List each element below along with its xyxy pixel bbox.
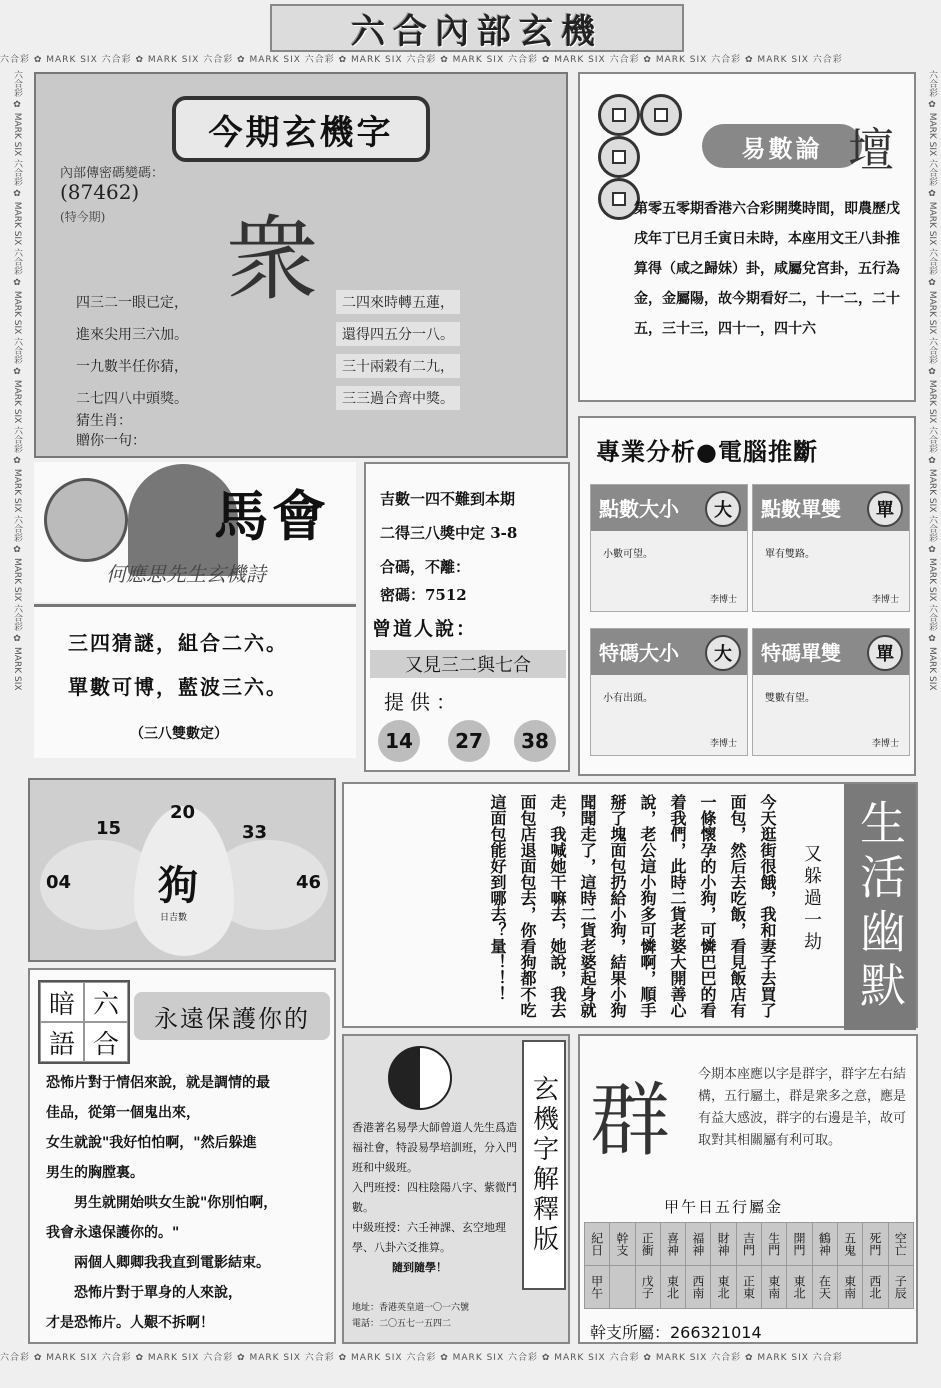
- number-ball: 14: [378, 720, 420, 762]
- logo-icon: [44, 478, 128, 562]
- border-right-strip: 六合彩 ✿ MARK SIX 六合彩 ✿ MARK SIX 六合彩 ✿ MARK SIX 六合彩 ✿ MARK SIX 六合彩 ✿ MARK SIX 六合彩 ✿ MARK SIX 六合彩 ✿ MARK SIX: [927, 70, 937, 691]
- card-note: 小有出頭。: [603, 693, 653, 704]
- humor-column: 掰了塊面包扔給小狗，結果小狗: [608, 794, 627, 1018]
- horse-poem-1: 三四猜謎，組合二六。: [68, 631, 288, 655]
- humor-title: 生活幽默: [844, 784, 916, 1030]
- yishu-title: 易數論: [702, 124, 862, 168]
- horse-subtitle: 何應思先生玄機詩: [106, 562, 266, 586]
- poem-left-3: 一九數半任你猜，: [76, 359, 188, 375]
- analysis-card: [752, 628, 910, 756]
- table-head-cell: 空亡: [888, 1223, 913, 1266]
- card-answer: 單: [867, 635, 903, 671]
- horse-poem-panel: [34, 604, 356, 758]
- card-answer: 單: [867, 491, 903, 527]
- tag-char: 六: [84, 982, 128, 1022]
- analysis-card: [590, 628, 748, 756]
- horse-poem-2: 單數可博，藍波三六。: [68, 675, 288, 699]
- card-sign: 李博士: [871, 595, 899, 605]
- lotus-number: 04: [46, 872, 72, 893]
- horse-note: （三八雙數定）: [130, 726, 228, 742]
- love-line: 才是恐怖片。人艱不拆啊！: [46, 1315, 214, 1331]
- lotus-number: 46: [296, 872, 322, 893]
- card-answer: 大: [705, 491, 741, 527]
- jishu-track: 曾道人說：: [372, 618, 478, 640]
- love-line: 恐怖片對于單身的人來說，: [74, 1285, 242, 1301]
- explain-panel: [578, 1034, 918, 1344]
- card-note: 雙數有望。: [765, 693, 815, 704]
- table-head-cell: 鶴神: [812, 1223, 837, 1266]
- love-line: 兩個人卿卿我我直到電影結束。: [74, 1255, 270, 1271]
- study-text: [352, 1118, 522, 1278]
- humor-column: 面包，然后去吃飯，看見飯店有: [728, 794, 747, 1018]
- table-head-cell: 財神: [711, 1223, 736, 1266]
- yishu-panel: [578, 72, 916, 402]
- card-sign: 李博士: [709, 739, 737, 749]
- study-welcome: 隨到隨學！: [392, 1261, 447, 1274]
- poem-right-1: 二四來時轉五蓮，: [336, 290, 460, 314]
- lotus-number: 15: [96, 818, 122, 839]
- lotus-number: 20: [170, 802, 196, 823]
- love-tag: [38, 980, 130, 1064]
- poem-right-4: 三三過合齊中獎。: [336, 386, 460, 410]
- analysis-card: [590, 484, 748, 612]
- table-cell: 東南: [762, 1266, 787, 1309]
- humor-column: 一條懷孕的小狗，可憐巴巴的看: [698, 794, 717, 1018]
- card-answer: 大: [705, 635, 741, 671]
- table-head-cell: 正衝: [635, 1223, 660, 1266]
- yishu-title-big: 壇: [848, 123, 894, 177]
- humor-column: 說，老公這小狗多可憐啊，順手: [638, 794, 657, 1018]
- tag-char: 合: [84, 1022, 128, 1062]
- number-ball: 38: [514, 720, 556, 762]
- coin-icon: [640, 94, 682, 136]
- xuanji-panel: [34, 72, 568, 458]
- border-top-strip: 六合彩 ✿ MARK SIX 六合彩 ✿ MARK SIX 六合彩 ✿ MARK SIX 六合彩 ✿ MARK SIX 六合彩 ✿ MARK SIX 六合彩 ✿ MARK SIX 六合彩 ✿ MARK SIX 六合彩 ✿ MARK SIX 六合彩: [0, 55, 843, 65]
- humor-column: 今天逛街很餓，我和妻子去買了: [758, 794, 777, 1018]
- table-cell: 戊子: [635, 1266, 660, 1309]
- humor-column: 着我們，此時二貨老婆大開善心: [668, 794, 687, 1018]
- card-title: 點數大小: [599, 497, 679, 521]
- table-head-cell: 吉門: [736, 1223, 761, 1266]
- border-bottom-strip: 六合彩 ✿ MARK SIX 六合彩 ✿ MARK SIX 六合彩 ✿ MARK SIX 六合彩 ✿ MARK SIX 六合彩 ✿ MARK SIX 六合彩 ✿ MARK SIX 六合彩 ✿ MARK SIX 六合彩 ✿ MARK SIX 六合彩: [0, 1353, 843, 1363]
- table-head-cell: 開門: [787, 1223, 812, 1266]
- humor-panel: [342, 782, 918, 1028]
- love-line: 恐怖片對于情侶來說，就是調情的最: [46, 1075, 270, 1091]
- xuanji-header: 今期玄機字: [172, 96, 430, 162]
- jishu-supply: 提供：: [384, 690, 462, 714]
- table-cell: 在天: [812, 1266, 837, 1309]
- lotus-number: 33: [242, 822, 268, 843]
- study-course-2: 中級班授：六壬神課、玄空地理學、八卦六爻推算。: [352, 1221, 506, 1254]
- analysis-header: 專業分析●電腦推斷: [596, 438, 818, 466]
- card-sign: 李博士: [871, 739, 899, 749]
- love-line: 男生就開始哄女生說"你別怕啊，: [74, 1195, 278, 1211]
- humor-column: 走，我喊她干嘛去，她說，我去: [548, 794, 567, 1018]
- jishu-panel: [364, 462, 570, 772]
- explain-table: [584, 1222, 914, 1309]
- jishu-hint: 又見三二與七合: [370, 650, 566, 678]
- lotus-label: 日吉數: [160, 913, 188, 923]
- love-title: 永遠保護你的: [134, 992, 330, 1040]
- table-cell: 正東: [736, 1266, 761, 1309]
- table-cell: 東北: [711, 1266, 736, 1309]
- yin-yang-icon: [388, 1046, 452, 1110]
- explain-text: 今期本座應以字是群字，群字左右結構，五行屬土，群是衆多之意，應是有益大感波，群字的右邊是羊，故可取對其相關屬有利可取。: [698, 1067, 907, 1148]
- coin-icon: [598, 94, 640, 136]
- lotus-panel: [28, 778, 336, 962]
- study-phone: 電話：二〇五七一五四二: [352, 1319, 452, 1329]
- analysis-panel: [578, 416, 916, 776]
- jishu-line-2: 二得三八獎中定 3-8: [380, 524, 518, 542]
- study-course-1: 入門班授：四柱陰陽八字、紫微鬥數。: [352, 1181, 517, 1214]
- border-left-strip: 六合彩 ✿ MARK SIX 六合彩 ✿ MARK SIX 六合彩 ✿ MARK SIX 六合彩 ✿ MARK SIX 六合彩 ✿ MARK SIX 六合彩 ✿ MARK SIX 六合彩 ✿ MARK SIX: [12, 70, 22, 691]
- table-cell: 東北: [787, 1266, 812, 1309]
- table-head-cell: 生門: [762, 1223, 787, 1266]
- card-title: 特碼大小: [599, 641, 679, 665]
- jishu-line-1: 吉數一四不難到本期: [380, 490, 516, 508]
- humor-column: 聞聞走了，這時二貨老婆起身就: [578, 794, 597, 1018]
- code-note: (特今期): [60, 210, 106, 224]
- love-panel: [28, 968, 336, 1344]
- love-text: [46, 1068, 336, 1338]
- poem-left-4: 二七四八中頭獎。: [76, 391, 188, 407]
- table-cell: 西南: [686, 1266, 711, 1309]
- table-cell: [610, 1266, 635, 1309]
- poem-left-2: 進來尖用三六加。: [76, 327, 188, 343]
- love-line: 男生的胸膛裏。: [46, 1165, 144, 1181]
- table-head-cell: 紀日: [585, 1223, 610, 1266]
- table-head-cell: 幹支: [610, 1223, 635, 1266]
- table-head-cell: 五鬼: [837, 1223, 862, 1266]
- table-head-cell: 死門: [863, 1223, 888, 1266]
- table-cell: 甲午: [585, 1266, 610, 1309]
- study-side-title: 玄機字解釋版: [522, 1040, 566, 1290]
- lotus-animal: 狗: [158, 862, 198, 909]
- poem-right-3: 三十兩穀有二九，: [336, 354, 460, 378]
- table-cell: 東南: [837, 1266, 862, 1309]
- study-footer: [352, 1300, 469, 1332]
- card-note: 單有雙路。: [765, 549, 815, 560]
- poem-left-1: 四三二一眼已定，: [76, 295, 188, 311]
- humor-column: 面包店退面包去，你看狗都不吃: [518, 794, 537, 1018]
- xuanji-big-char: 衆: [226, 206, 319, 313]
- study-address: 地址：香港英皇道一〇一六號: [352, 1303, 470, 1313]
- horse-title: 馬會: [214, 484, 330, 548]
- jishu-line-4: 密碼：7512: [380, 586, 467, 604]
- card-sign: 李博士: [709, 595, 737, 605]
- love-line: 我會永遠保護你的。": [46, 1225, 180, 1241]
- card-note: 小數可望。: [603, 549, 653, 560]
- explain-big-char: 群: [590, 1074, 670, 1167]
- tag-char: 語: [40, 1022, 84, 1062]
- number-ball: 27: [448, 720, 490, 762]
- explain-table-title: 甲午日五行屬金: [664, 1198, 784, 1216]
- code-value: (87462): [60, 180, 140, 204]
- horse-panel: [34, 462, 356, 602]
- code-label: 內部傳密碼變碼：: [60, 166, 165, 181]
- tag-char: 暗: [40, 982, 84, 1022]
- analysis-card: [752, 484, 910, 612]
- gift-label: 贈你一句：: [76, 433, 146, 449]
- humor-column: 這面包能好到哪去？量！！！: [488, 794, 507, 1002]
- love-line: 女生就說"我好怕怕啊，"然后躲進: [46, 1135, 257, 1151]
- study-panel: [342, 1034, 570, 1344]
- love-line: 佳品，從第一個鬼出來，: [46, 1105, 200, 1121]
- guess-label: 猜生肖：: [76, 413, 132, 429]
- humor-subtitle: 又躲過一劫: [801, 844, 822, 954]
- card-title: 點數單雙: [761, 497, 841, 521]
- card-title: 特碼單雙: [761, 641, 841, 665]
- page-title: 六合內部玄機: [270, 4, 684, 52]
- table-cell: 東北: [660, 1266, 685, 1309]
- coin-icon: [598, 136, 640, 178]
- poem-right-2: 還得四五分一八。: [336, 322, 460, 346]
- table-cell: 西北: [863, 1266, 888, 1309]
- jishu-line-3: 合碼，不離：: [380, 558, 471, 576]
- table-head-cell: 福神: [686, 1223, 711, 1266]
- explain-bottom: 幹支所屬：266321014: [590, 1323, 762, 1342]
- table-head-cell: 喜神: [660, 1223, 685, 1266]
- yishu-body: 第零五零期香港六合彩開獎時間，即農歷戊戌年丁巳月壬寅日未時，本座用文王八卦推算得（咸之歸妹）卦，咸屬兌宮卦，五行為金，金屬陽，故今期看好二，十一二，二十五，三十三，四十一，四十六: [634, 201, 900, 337]
- table-cell: 子辰: [888, 1266, 913, 1309]
- study-intro: 香港著名易學大師曾道人先生爲造福社會，特設易學培訓班，分入門班和中級班。: [352, 1121, 517, 1174]
